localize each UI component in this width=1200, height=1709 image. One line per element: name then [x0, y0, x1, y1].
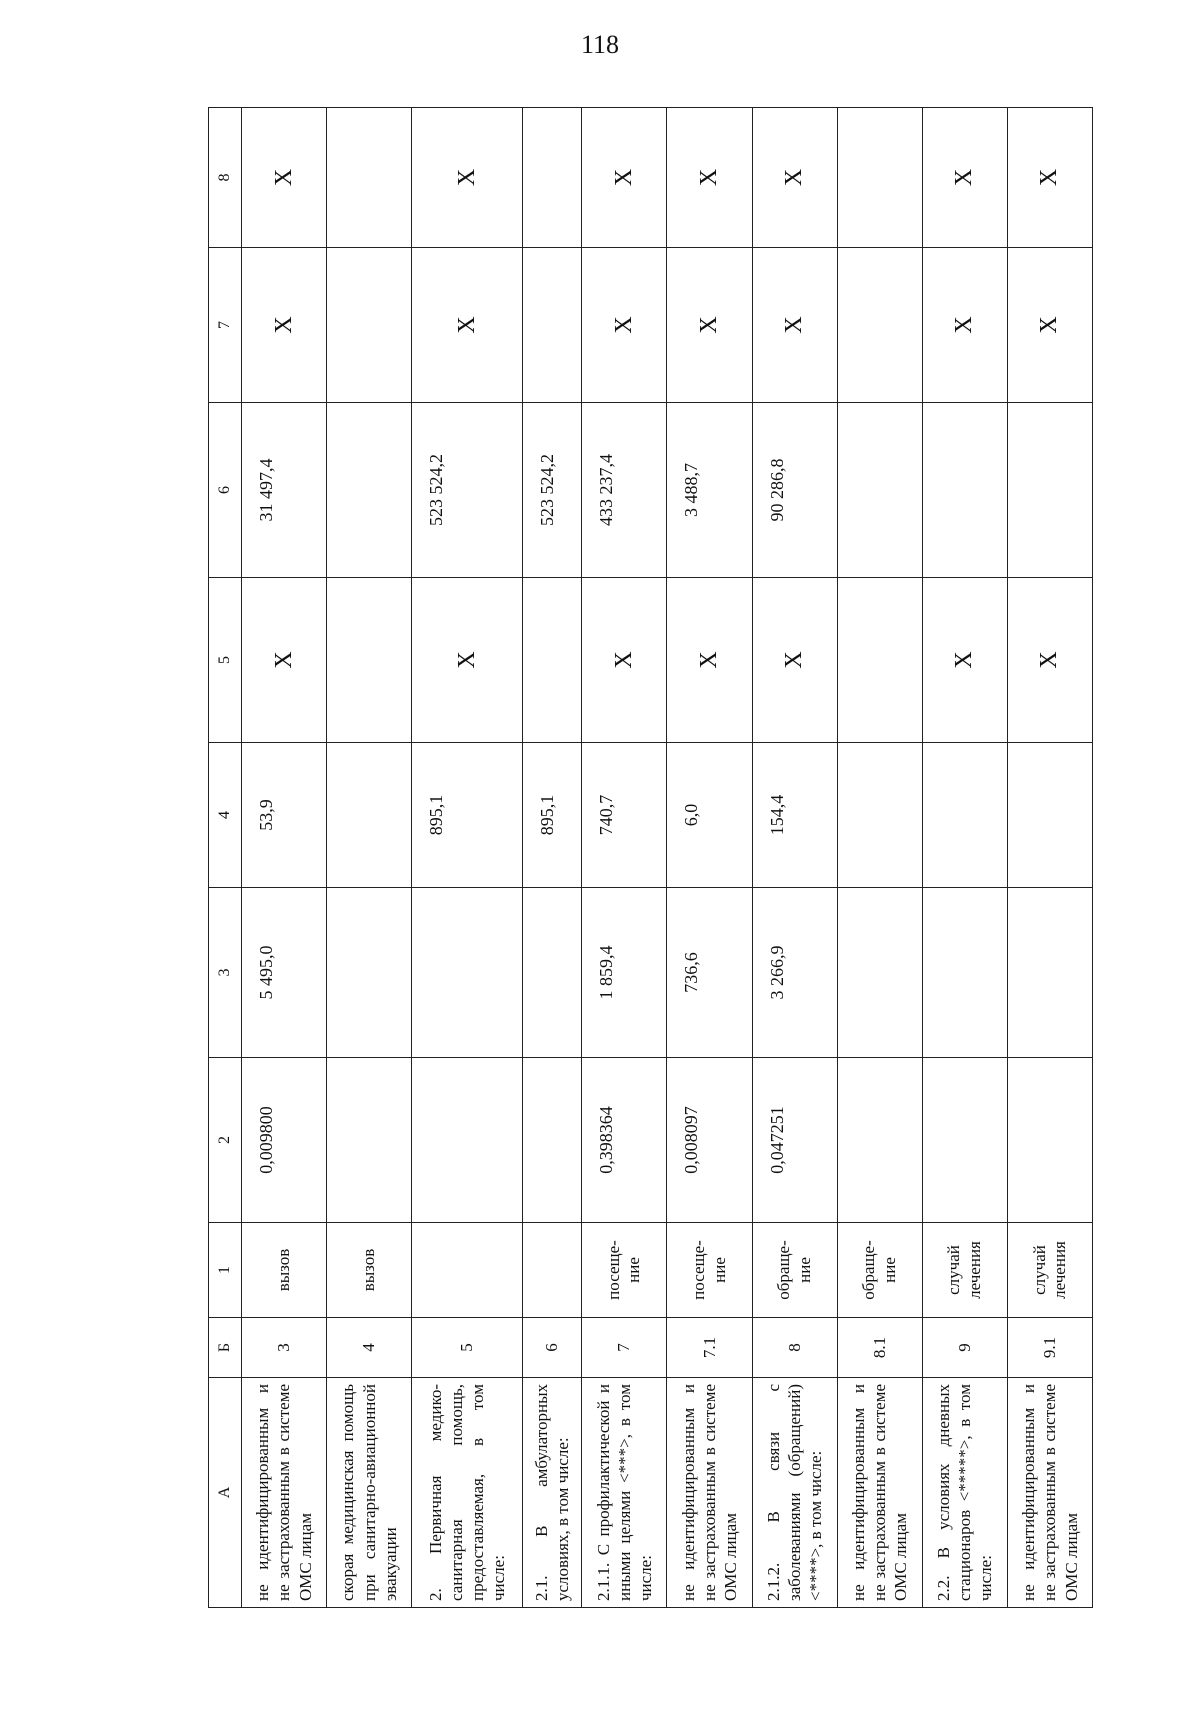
table-cell-c5: Х — [582, 578, 667, 743]
column-header: 6 — [209, 403, 242, 578]
table-cell-b: 8.1 — [837, 1318, 922, 1378]
table-cell-c5: Х — [1007, 578, 1092, 743]
table-row — [752, 108, 837, 1608]
table-cell-c8: Х — [752, 108, 837, 248]
table-cell-c6 — [1007, 403, 1092, 578]
page-number: 118 — [580, 30, 620, 59]
table-cell-b: 9 — [922, 1318, 1007, 1378]
table-cell-c4: 6,0 — [667, 743, 752, 888]
column-header: 8 — [209, 108, 242, 248]
column-header: А — [209, 1378, 242, 1608]
table-cell-c3 — [837, 888, 922, 1058]
table-cell-c6: 523 524,2 — [412, 403, 523, 578]
table-cell-c2: 0,009800 — [242, 1058, 327, 1223]
table-row — [412, 108, 523, 1608]
table-cell-c8: Х — [922, 108, 1007, 248]
table-cell-c1: обраще-ние — [752, 1223, 837, 1318]
table-cell-c3: 736,6 — [667, 888, 752, 1058]
table-row — [1007, 108, 1092, 1608]
table-row — [327, 108, 412, 1608]
table-cell-c3: 1 859,4 — [582, 888, 667, 1058]
column-header: 5 — [209, 578, 242, 743]
table-cell-c4 — [1007, 743, 1092, 888]
data-table — [208, 107, 1093, 1608]
table-cell-c8 — [327, 108, 412, 248]
table-cell-a: 2.2. В условиях дневных стационаров <*****>, в том числе: — [922, 1378, 1007, 1608]
table-cell-c6: 3 488,7 — [667, 403, 752, 578]
table-cell-c4 — [327, 743, 412, 888]
table-cell-c3 — [522, 888, 582, 1058]
table-cell-c1: обраще-ние — [837, 1223, 922, 1318]
table-row — [922, 108, 1007, 1608]
table-cell-c1: случай лечения — [922, 1223, 1007, 1318]
table-cell-a: 2. Первичная медико-санитарная помощь, предоставляемая, в том числе: — [412, 1378, 523, 1608]
table-cell-c5: Х — [412, 578, 523, 743]
table-cell-c1 — [522, 1223, 582, 1318]
table-body — [242, 108, 1093, 1608]
table-cell-c1: вызов — [242, 1223, 327, 1318]
table-cell-c7 — [837, 248, 922, 403]
table-row — [582, 108, 667, 1608]
table-cell-c3: 3 266,9 — [752, 888, 837, 1058]
table-cell-c6 — [922, 403, 1007, 578]
column-header: 2 — [209, 1058, 242, 1223]
table-cell-c5 — [837, 578, 922, 743]
table-cell-b: 6 — [522, 1318, 582, 1378]
table-cell-c8: Х — [412, 108, 523, 248]
rotated-table-container — [208, 108, 1093, 1608]
table-row — [667, 108, 752, 1608]
table-cell-c7: Х — [1007, 248, 1092, 403]
table-row — [242, 108, 327, 1608]
table-cell-c2 — [922, 1058, 1007, 1223]
table-cell-c6 — [327, 403, 412, 578]
table-cell-b: 8 — [752, 1318, 837, 1378]
table-cell-c8 — [522, 108, 582, 248]
table-cell-c8: Х — [582, 108, 667, 248]
table-cell-c5: Х — [752, 578, 837, 743]
table-cell-c4: 895,1 — [412, 743, 523, 888]
column-header: Б — [209, 1318, 242, 1378]
table-cell-b: 9.1 — [1007, 1318, 1092, 1378]
table-cell-c3 — [412, 888, 523, 1058]
table-cell-c2: 0,398364 — [582, 1058, 667, 1223]
table-cell-c6: 523 524,2 — [522, 403, 582, 578]
table-cell-b: 4 — [327, 1318, 412, 1378]
table-cell-c6: 433 237,4 — [582, 403, 667, 578]
table-cell-c4: 740,7 — [582, 743, 667, 888]
table-cell-c3 — [1007, 888, 1092, 1058]
table-cell-c5: Х — [242, 578, 327, 743]
table-cell-c3 — [327, 888, 412, 1058]
table-cell-c3: 5 495,0 — [242, 888, 327, 1058]
table-cell-a: 2.1. В амбулаторных условиях, в том числе: — [522, 1378, 582, 1608]
table-cell-a: скорая медицинская помощь при санитарно-авиационной эвакуации — [327, 1378, 412, 1608]
table-cell-c8 — [837, 108, 922, 248]
table-cell-c7: Х — [582, 248, 667, 403]
table-cell-c7: Х — [412, 248, 523, 403]
table-cell-c7 — [522, 248, 582, 403]
table-cell-c2: 0,047251 — [752, 1058, 837, 1223]
table-cell-a: не идентифицированным и не застрахованным в системе ОМС лицам — [242, 1378, 327, 1608]
table-cell-c2 — [1007, 1058, 1092, 1223]
table-cell-c1: случай лечения — [1007, 1223, 1092, 1318]
table-cell-a: не идентифицированным и не застрахованным в системе ОМС лицам — [667, 1378, 752, 1608]
table-cell-c1: вызов — [327, 1223, 412, 1318]
table-cell-c1 — [412, 1223, 523, 1318]
table-cell-c4: 154,4 — [752, 743, 837, 888]
header-row — [209, 108, 242, 1608]
column-header: 7 — [209, 248, 242, 403]
table-cell-c2 — [837, 1058, 922, 1223]
table-cell-a: не идентифицированным и не застрахованным в системе ОМС лицам — [1007, 1378, 1092, 1608]
table-cell-c4: 53,9 — [242, 743, 327, 888]
table-cell-c7: Х — [667, 248, 752, 403]
table-cell-c1: посеще-ние — [667, 1223, 752, 1318]
table-cell-c2 — [327, 1058, 412, 1223]
column-header: 4 — [209, 743, 242, 888]
table-cell-b: 5 — [412, 1318, 523, 1378]
table-cell-b: 7 — [582, 1318, 667, 1378]
table-cell-c7: Х — [922, 248, 1007, 403]
table-cell-c1: посеще-ние — [582, 1223, 667, 1318]
table-cell-a: 2.1.1. С профилактической и иными целями <***>, в том числе: — [582, 1378, 667, 1608]
table-cell-c6: 90 286,8 — [752, 403, 837, 578]
table-cell-c3 — [922, 888, 1007, 1058]
table-cell-c7: Х — [752, 248, 837, 403]
table-cell-c5: Х — [922, 578, 1007, 743]
table-row — [837, 108, 922, 1608]
table-cell-c2 — [522, 1058, 582, 1223]
table-cell-b: 7.1 — [667, 1318, 752, 1378]
table-cell-c2 — [412, 1058, 523, 1223]
table-cell-c4 — [922, 743, 1007, 888]
table-cell-c6: 31 497,4 — [242, 403, 327, 578]
column-header: 3 — [209, 888, 242, 1058]
column-header: 1 — [209, 1223, 242, 1318]
table-row — [522, 108, 582, 1608]
table-cell-c4 — [837, 743, 922, 888]
table-cell-c8: Х — [667, 108, 752, 248]
table-cell-c5 — [327, 578, 412, 743]
table-cell-c7: Х — [242, 248, 327, 403]
table-cell-c7 — [327, 248, 412, 403]
table-cell-c5: Х — [667, 578, 752, 743]
table-cell-c2: 0,008097 — [667, 1058, 752, 1223]
table-cell-c8: Х — [1007, 108, 1092, 248]
table-cell-b: 3 — [242, 1318, 327, 1378]
table-cell-c5 — [522, 578, 582, 743]
table-cell-a: не идентифицированным и не застрахованным в системе ОМС лицам — [837, 1378, 922, 1608]
table-cell-c4: 895,1 — [522, 743, 582, 888]
table-cell-a: 2.1.2. В связи с заболеваниями (обращений) <****>, в том числе: — [752, 1378, 837, 1608]
table-cell-c8: Х — [242, 108, 327, 248]
table-cell-c6 — [837, 403, 922, 578]
